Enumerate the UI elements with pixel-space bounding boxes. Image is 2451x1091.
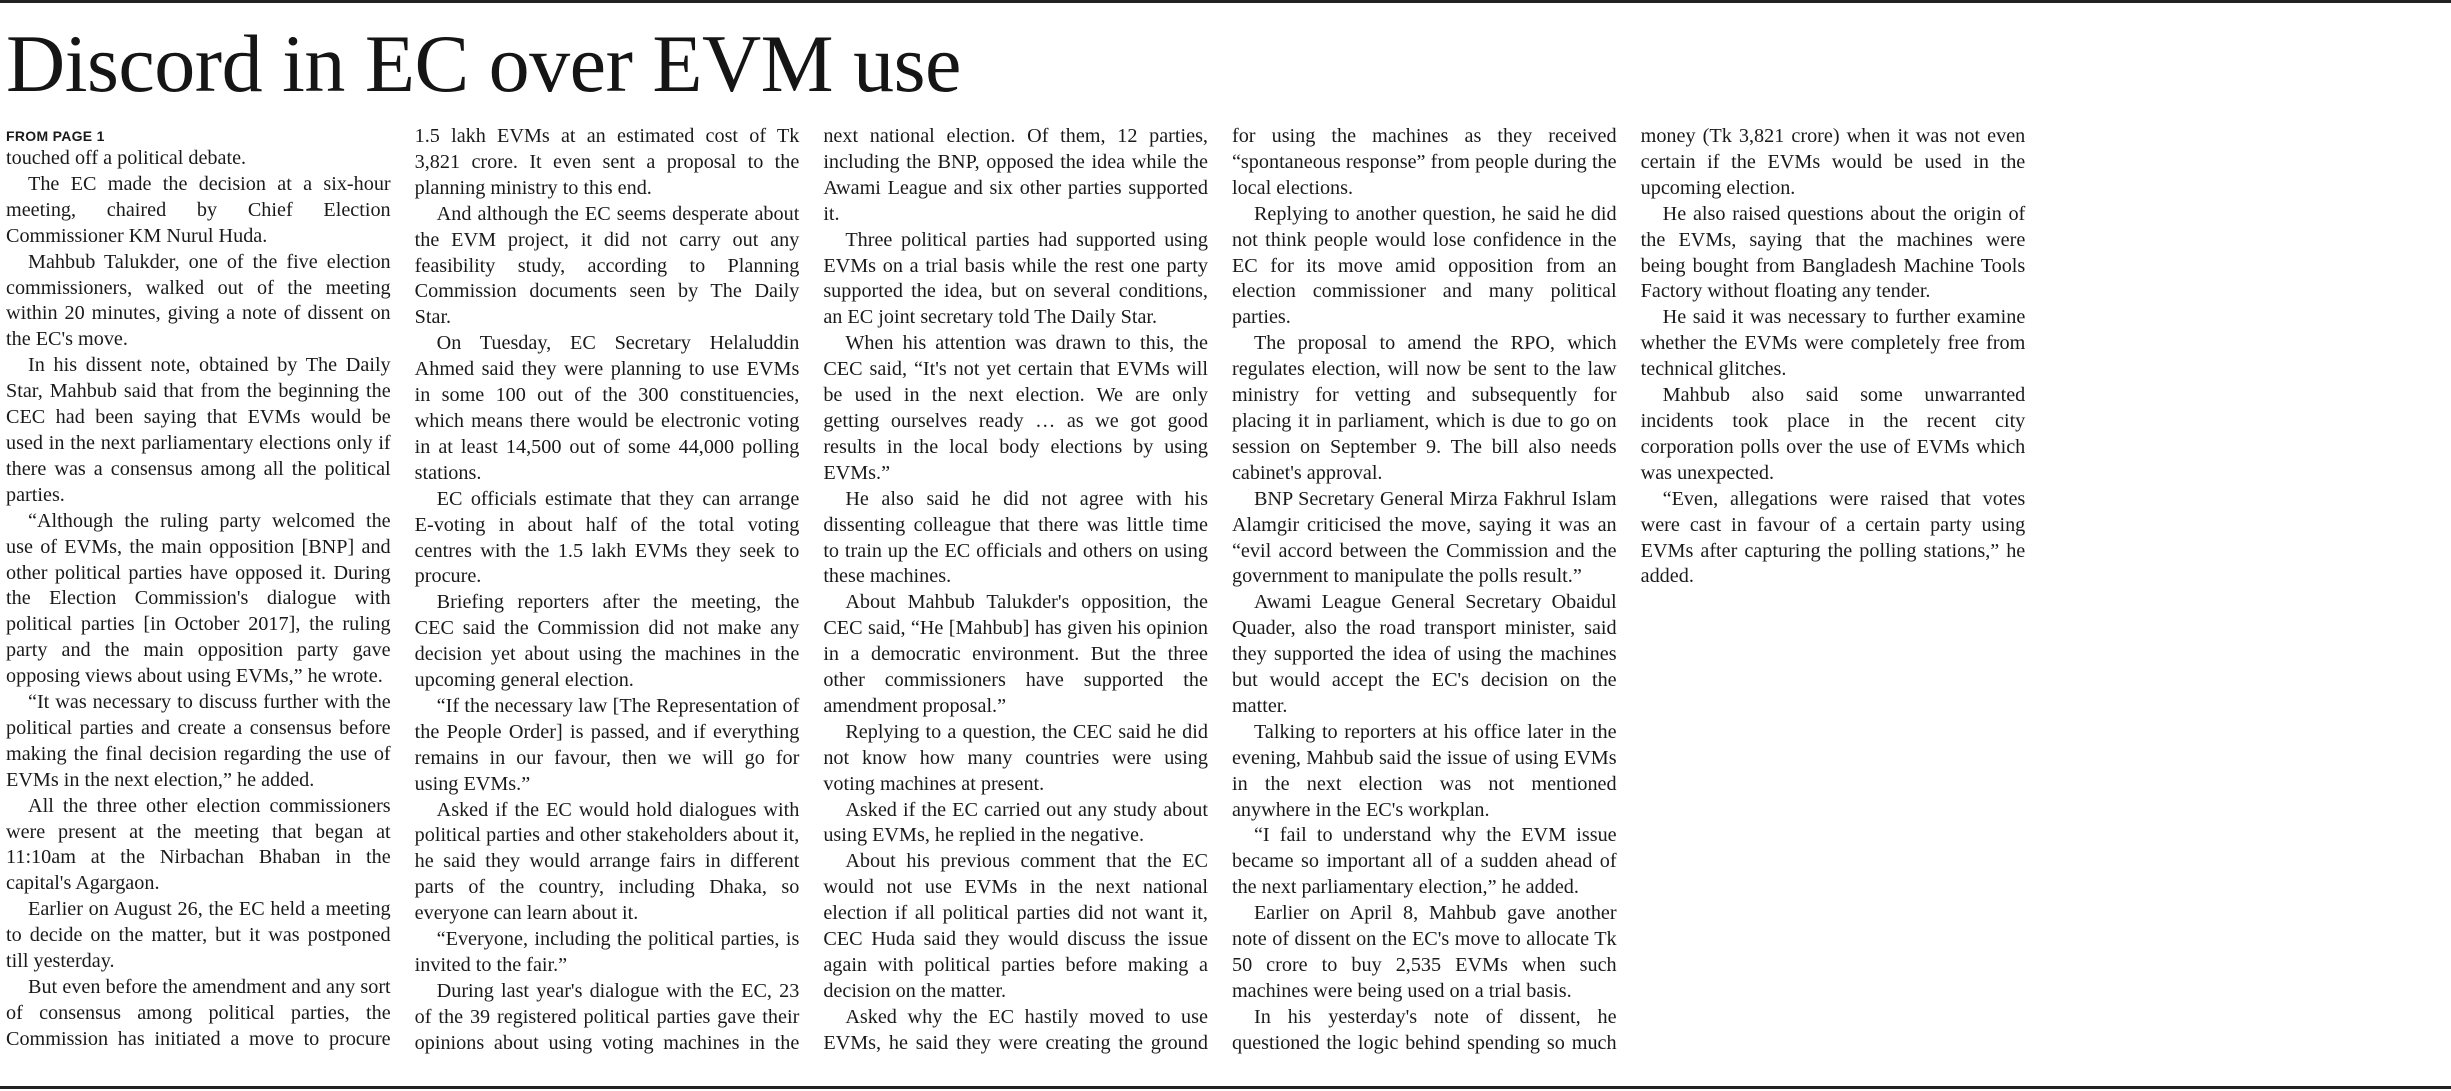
article-paragraph: “Even, allegations were raised that votes were cast in favour of a certain party using EVMs after capturing the polling stations,” he added. [1640, 487, 2026, 588]
article-paragraph: Talking to reporters at his office later in the evening, Mahbub said the issue of using EVMs in the next election was not mentioned anywhere in the EC's workplan. [1231, 720, 1617, 821]
article-paragraph: Earlier on August 26, the EC held a meeting to decide on the matter, but it was postponed till yesterday. [6, 898, 391, 973]
article-paragraph: During last year's dialogue with the EC, 23 of the 39 registered political parties gave their opinions about using voting machines in the next national election. Of them, 12 parties, including the BNP, opposed the idea while the Awami League and six other parties supported it. [414, 125, 1208, 1054]
article-paragraph: The EC made the decision at a six-hour meeting, chaired by Chief Election Commissioner KM Nurul Huda. [6, 172, 391, 247]
article-paragraph: He also said he did not agree with his dissenting colleague that there was little time to train up the EC officials and others on using these machines. [823, 487, 1208, 588]
article-paragraph: Asked if the EC would hold dialogues with political parties and other stakeholders about it, he said they would arrange fairs in different parts of the country, including Dhaka, so everyone can learn about it. [414, 798, 800, 925]
article-paragraph: “Although the ruling party welcomed the use of EVMs, the main opposition [BNP] and other political parties have opposed it. During the Election Commission's dialogue with political parties [in October 2017], the ruling party and the main opposition party gave opposing views about using EVMs,” he wrote. [6, 509, 391, 688]
article-paragraph: The proposal to amend the RPO, which regulates election, will now be sent to the law ministry for vetting and subsequently for placing it in parliament, which is due to go on session on September 9. The bill also needs cabinet's approval. [1231, 332, 1617, 484]
article-paragraph: In his yesterday's note of dissent, he questioned the logic behind spending so much money (Tk 3,821 crore) when it was not even certain if the EVMs would be used in the upcoming election. [1231, 125, 2026, 1054]
article-paragraph: About his previous comment that the EC would not use EVMs in the next national election if all political parties did not want it, CEC Huda said they would discuss the issue again with political parties before making a decision on the matter. [823, 850, 1208, 1002]
article-paragraph: Asked if the EC carried out any study about using EVMs, he replied in the negative. [823, 798, 1208, 847]
article-paragraph: Mahbub also said some unwarranted incidents took place in the recent city corporation polls over the use of EVMs which was unexpected. [1640, 384, 2026, 484]
article-paragraph: “I fail to understand why the EVM issue became so important all of a sudden ahead of the next parliamentary election,” he added. [1231, 824, 1617, 899]
article-paragraph: Replying to a question, the CEC said he did not know how many countries were using voting machines at present. [823, 720, 1208, 795]
article-paragraph: Three political parties had supported using EVMs on a trial basis while the rest one party supported the idea, but on several conditions, an EC joint secretary told The Daily Star. [823, 228, 1208, 329]
article-paragraph: He said it was necessary to further examine whether the EVMs were completely free from technical glitches. [1640, 306, 2026, 381]
article-paragraph: “Everyone, including the political parties, is invited to the fair.” [414, 928, 800, 976]
article-paragraph: touched off a political debate. [6, 147, 247, 169]
article-paragraph: EC officials estimate that they can arrange E-voting in about half of the total voting centres with the 1.5 lakh EVMs they seek to procure. [414, 487, 800, 588]
article-paragraph: On Tuesday, EC Secretary Helaluddin Ahmed said they were planning to use EVMs in some 100 out of the 300 constituencies, which means there would be electronic voting in at least 14,500 out of some 44,000 polling stations. [414, 332, 800, 484]
article-paragraph: But even before the amendment and any sort of consensus among political parties, the Commission has initiated a move to procure 1.5 lakh EVMs at an estimated cost of Tk 3,821 crore. It even sent a proposal to the planning ministry to this end. [6, 125, 800, 1050]
article-paragraph: Earlier on April 8, Mahbub gave another note of dissent on the EC's move to allocate Tk 50 crore to buy 2,535 EVMs when such machines were being used on a trial basis. [1231, 902, 1617, 1002]
article-paragraph: Asked why the EC hastily moved to use EVMs, he said they were creating the ground for using the machines as they received “spontaneous response” from people during the local elections. [823, 125, 1617, 1054]
article-body [6, 124, 2434, 1069]
headline: Discord in EC over EVM use [6, 18, 961, 109]
bottom-rule [0, 1086, 2451, 1089]
article-paragraph: Mahbub Talukder, one of the five election commissioners, walked out of the meeting within 20 minutes, giving a note of dissent on the EC's move. [6, 250, 391, 351]
article-paragraph: Briefing reporters after the meeting, the CEC said the Commission did not make any decision yet about using the machines in the upcoming general election. [414, 591, 800, 692]
article-paragraph: “It was necessary to discuss further with the political parties and create a consensus before making the final decision regarding the use of EVMs in the next election,” he added. [6, 691, 391, 791]
article-paragraph: Awami League General Secretary Obaidul Quader, also the road transport minister, said they supported the idea of using the machines but would accept the EC's decision on the matter. [1231, 591, 1617, 717]
article-paragraph: And although the EC seems desperate about the EVM project, it did not carry out any feasibility study, according to Planning Commission documents seen by The Daily Star. [414, 202, 800, 329]
article-paragraph: He also raised questions about the origin of the EVMs, saying that the machines were being bought from Bangladesh Machine Tools Factory without floating any tender. [1640, 202, 2026, 303]
article-paragraph: BNP Secretary General Mirza Fakhrul Islam Alamgir criticised the move, saying it was an “evil accord between the Commission and the government to manipulate the polls result.” [1231, 487, 1617, 588]
dateline: FROM PAGE 1 [6, 128, 105, 144]
article-paragraph: When his attention was drawn to this, the CEC said, “It's not yet certain that EVMs will be used in the next election. We are only getting ourselves ready … as we got good results in the local body elections by using EVMs.” [823, 332, 1208, 484]
article-paragraph: “If the necessary law [The Representation of the People Order] is passed, and if everything remains in our favour, then we will go for using EVMs.” [414, 694, 800, 795]
article-paragraph: About Mahbub Talukder's opposition, the CEC said, “He [Mahbub] has given his opinion in a democratic environment. But the three other commissioners have supported the amendment proposal.” [823, 591, 1208, 717]
article-paragraph: All the three other election commissioners were present at the meeting that began at 11:10am at the Nirbachan Bhaban in the capital's Agargaon. [6, 794, 391, 895]
article-paragraph: Replying to another question, he said he did not think people would lose confidence in the EC for its move amid opposition from an election commissioner and many political parties. [1231, 202, 1617, 329]
article-paragraph: In his dissent note, obtained by The Daily Star, Mahbub said that from the beginning the CEC had been saying that EVMs would be used in the next parliamentary elections only if there was a consensus among all the political parties. [6, 354, 391, 506]
top-rule [0, 0, 2451, 3]
